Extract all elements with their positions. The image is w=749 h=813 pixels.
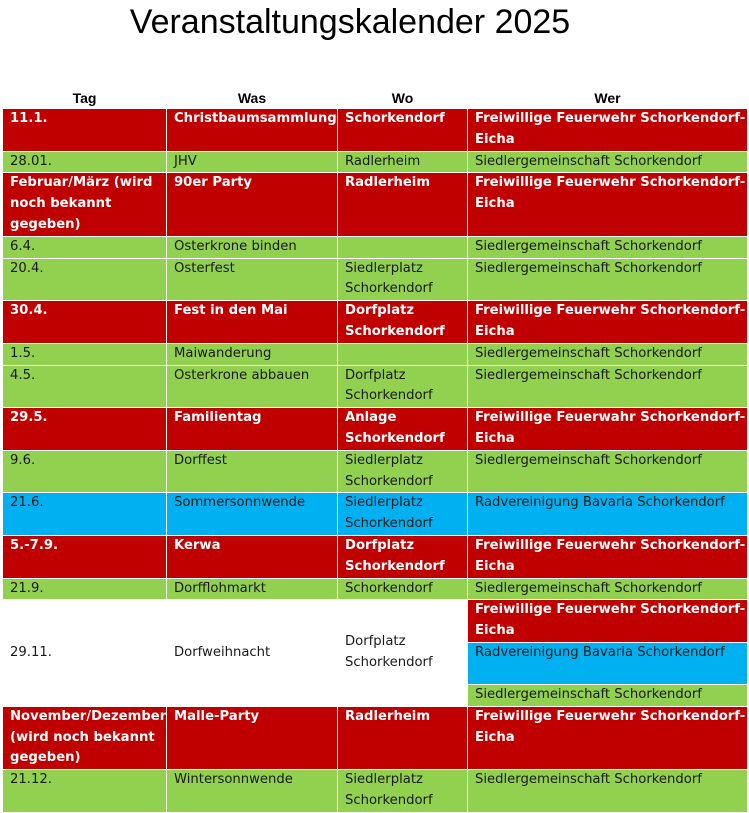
cell-tag: November/Dezember (wird noch bekannt gegeben) xyxy=(3,706,167,769)
cell-wer: Siedlergemeinschaft Schorkendorf xyxy=(468,236,748,258)
cell-tag: 21.6. xyxy=(3,493,167,536)
cell-wo: Siedlerplatz Schorkendorf xyxy=(338,770,468,813)
table-row xyxy=(3,343,748,365)
cell-wo: Dorfplatz Schorkendorf xyxy=(338,301,468,344)
table-row xyxy=(3,236,748,258)
cell-was: JHV xyxy=(167,151,338,173)
header-tag: Tag xyxy=(3,88,167,109)
cell-was: Osterfest xyxy=(167,258,338,301)
cell-wo: Schorkendorf xyxy=(338,109,468,152)
cell-tag: 21.9. xyxy=(3,578,167,600)
cell-tag: 6.4. xyxy=(3,236,167,258)
table-row xyxy=(3,258,748,301)
cell-wo: Radlerheim xyxy=(338,706,468,769)
cell-wo xyxy=(338,236,468,258)
cell-was: Kerwa xyxy=(167,535,338,578)
cell-wer: Freiwillige Feuerwahr Schorkendorf-Eicha xyxy=(468,408,748,451)
cell-tag: 5.-7.9. xyxy=(3,535,167,578)
cell-was: Dorfweihnacht xyxy=(167,600,338,706)
table-row xyxy=(3,535,748,578)
cell-wo: Radlerheim xyxy=(338,151,468,173)
table-row xyxy=(3,365,748,408)
cell-wer: Siedlergemeinschaft Schorkendorf xyxy=(468,365,748,408)
cell-was: 90er Party xyxy=(167,173,338,236)
table-row xyxy=(3,706,748,769)
cell-tag: 1.5. xyxy=(3,343,167,365)
cell-wo: Radlerheim xyxy=(338,173,468,236)
cell-wer: Siedlergemeinschaft Schorkendorf xyxy=(468,770,748,813)
table-row xyxy=(3,109,748,152)
cell-wo: Siedlerplatz Schorkendorf xyxy=(338,493,468,536)
table-row xyxy=(3,151,748,173)
cell-wer: Siedlergemeinschaft Schorkendorf xyxy=(468,450,748,493)
cell-wer: Freiwillige Feuerwehr Schorkendorf-Eicha xyxy=(468,109,748,152)
cell-wo: Dorfplatz Schorkendorf xyxy=(338,600,468,706)
cell-was: Malle-Party xyxy=(167,706,338,769)
cell-was: Dorffest xyxy=(167,450,338,493)
cell-wo: Schorkendorf xyxy=(338,578,468,600)
table-row xyxy=(3,770,748,813)
cell-tag: 29.11. xyxy=(3,600,167,706)
cell-wer: Siedlergemeinschaft Schorkendorf xyxy=(468,578,748,600)
table-row xyxy=(3,600,748,643)
cell-wo: Siedlerplatz Schorkendorf xyxy=(338,450,468,493)
cell-wer: Siedlergemeinschaft Schorkendorf xyxy=(468,258,748,301)
cell-wer: Siedlergemeinschaft Schorkendorf xyxy=(468,343,748,365)
event-calendar-table xyxy=(2,88,748,813)
cell-tag: 30.4. xyxy=(3,301,167,344)
cell-tag: 9.6. xyxy=(3,450,167,493)
header-was: Was xyxy=(167,88,338,109)
page-title: Veranstaltungskalender 2025 xyxy=(129,3,571,41)
cell-wer: Freiwillige Feuerwehr Schorkendorf-Eicha xyxy=(468,706,748,769)
table-row xyxy=(3,493,748,536)
cell-was: Osterkrone binden xyxy=(167,236,338,258)
cell-wer: Radvereinigung Bavaria Schorkendorf xyxy=(468,493,748,536)
cell-wer: Freiwillige Feuerwehr Schorkendorf-Eicha xyxy=(468,600,748,643)
cell-was: Fest in den Mai xyxy=(167,301,338,344)
cell-wo: Siedlerplatz Schorkendorf xyxy=(338,258,468,301)
cell-was: Familientag xyxy=(167,408,338,451)
cell-was: Osterkrone abbauen xyxy=(167,365,338,408)
header-wer: Wer xyxy=(468,88,748,109)
cell-wer: Freiwillige Feuerwehr Schorkendorf-Eicha xyxy=(468,535,748,578)
cell-tag: 21.12. xyxy=(3,770,167,813)
cell-wer: Siedlergemeinschaft Schorkendorf xyxy=(468,684,748,706)
cell-was: Christbaumsammlung xyxy=(167,109,338,152)
table-row xyxy=(3,578,748,600)
cell-was: Wintersonnwende xyxy=(167,770,338,813)
cell-wo: Dorfplatz Schorkendorf xyxy=(338,365,468,408)
cell-wer: Radvereinigung Bavaria Schorkendorf xyxy=(468,642,748,684)
cell-tag: 20.4. xyxy=(3,258,167,301)
cell-tag: 4.5. xyxy=(3,365,167,408)
cell-was: Maiwanderung xyxy=(167,343,338,365)
cell-tag: Februar/März (wird noch bekannt gegeben) xyxy=(3,173,167,236)
cell-wo: Anlage Schorkendorf xyxy=(338,408,468,451)
cell-wer: Freiwillige Feuerwehr Schorkendorf-Eicha xyxy=(468,301,748,344)
table-row xyxy=(3,173,748,236)
table-header xyxy=(3,88,748,109)
cell-tag: 28.01. xyxy=(3,151,167,173)
header-wo: Wo xyxy=(338,88,468,109)
cell-was: Sommersonnwende xyxy=(167,493,338,536)
cell-tag: 29.5. xyxy=(3,408,167,451)
cell-wer: Siedlergemeinschaft Schorkendorf xyxy=(468,151,748,173)
cell-was: Dorfflohmarkt xyxy=(167,578,338,600)
table-row xyxy=(3,450,748,493)
table-row xyxy=(3,408,748,451)
cell-wo: Dorfplatz Schorkendorf xyxy=(338,535,468,578)
table-row xyxy=(3,301,748,344)
cell-tag: 11.1. xyxy=(3,109,167,152)
cell-wer: Freiwillige Feuerwehr Schorkendorf-Eicha xyxy=(468,173,748,236)
cell-wo xyxy=(338,343,468,365)
